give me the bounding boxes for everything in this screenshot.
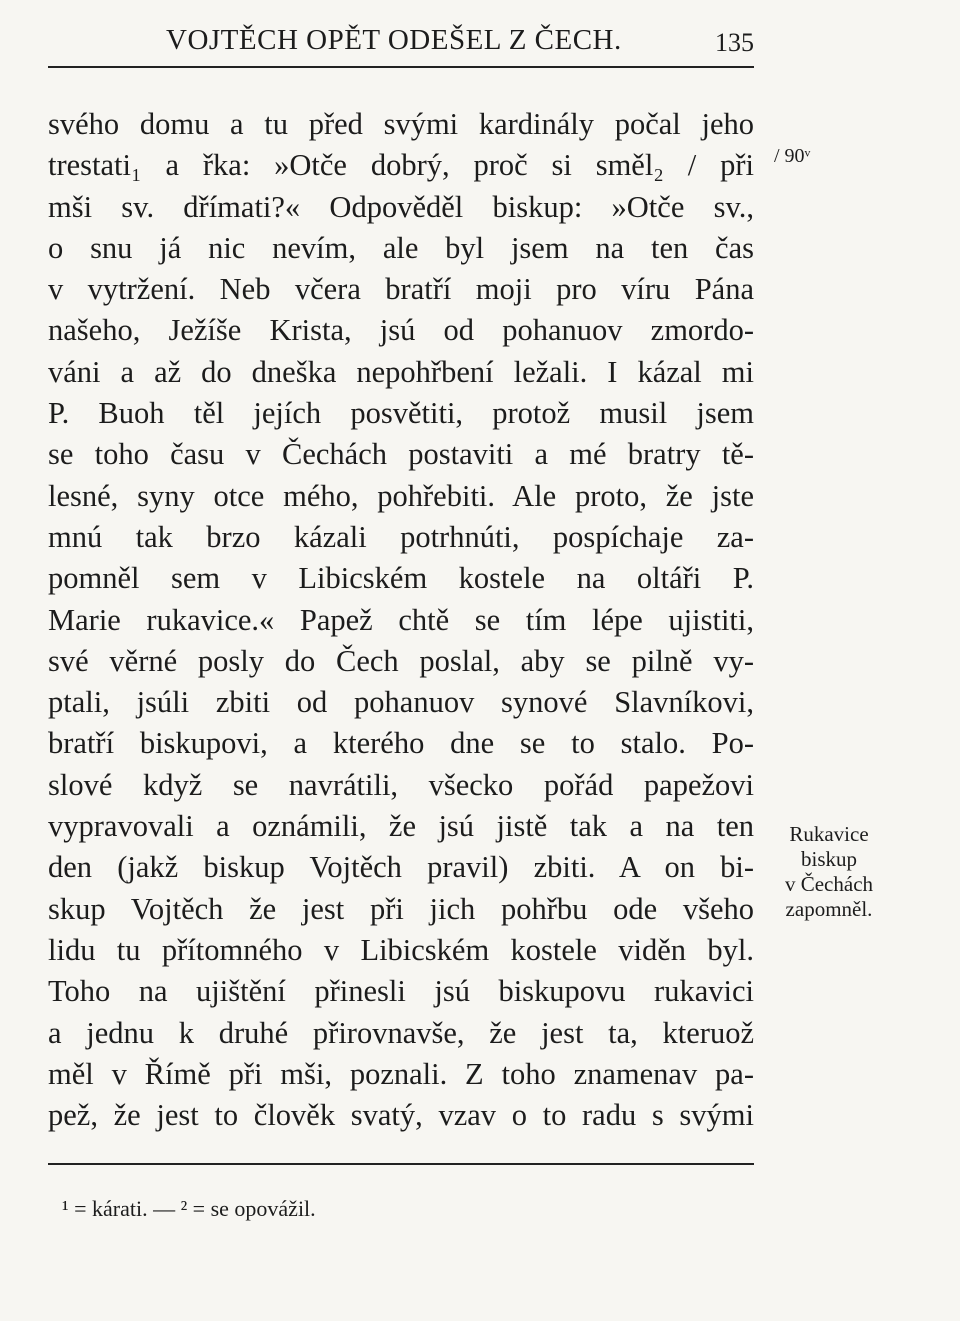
text-line: a jednu k druhé přirovnavše, že jest ta, kteruož — [48, 1015, 754, 1050]
margin-note — [764, 822, 894, 922]
text-line: mši sv. dřímati?« Odpověděl biskup: »Otče sv., — [48, 189, 754, 224]
text-line: své věrné posly do Čech poslal, aby se pilně vy- — [48, 643, 754, 678]
text-line: slové když se navrátili, všecko pořád papežovi — [48, 767, 754, 802]
text-line: pomněl sem v Libicském kostele na oltáři P. — [48, 561, 754, 596]
page-number: 135 — [715, 28, 754, 57]
text-line: svého domu a tu před svými kardinály počal jeho — [48, 107, 754, 141]
text-line: vypravovali a oznámili, že jsú jistě tak a na ten — [48, 809, 754, 844]
text-line: Toho na ujištění přinesli jsú biskupovu rukavici — [48, 974, 754, 1009]
text-line: lesné, syny otce mého, pohřebiti. Ale proto, že jste — [48, 478, 754, 513]
margin-note-line: v Čechách — [784, 872, 874, 896]
header-rule — [48, 66, 754, 68]
text-line: Marie rukavice.« Papež chtě se tím lépe ujistiti, — [48, 602, 754, 637]
text-line: P. Buoh těl jejích posvětiti, protož musil jsem — [48, 396, 754, 431]
footnote-rule — [48, 1163, 754, 1165]
page-header — [48, 18, 754, 66]
text-line: skup Vojtěch že jest při jich pohřbu ode všeho — [48, 891, 754, 926]
running-title: VOJTĚCH OPĚT ODEŠEL Z ČECH. — [166, 24, 622, 56]
text-line: našeho, Ježíše Krista, jsú od pohanuov zmordo- — [48, 313, 754, 348]
text-line: trestati₁ a řka: »Otče dobrý, proč si směl₂ / při — [48, 148, 754, 183]
body-text — [48, 104, 754, 1136]
margin-note-line: biskup — [800, 847, 857, 871]
text-line: lidu tu přítomného v Libicském kostele viděn byl. — [48, 932, 754, 967]
text-line: den (jakž biskup Vojtěch pravil) zbiti. A on bi- — [48, 850, 754, 885]
margin-folio-mark: / 90ᵛ — [774, 145, 811, 167]
text-line: měl v Římě při mši, poznali. Z toho znamenav pa- — [48, 1056, 754, 1091]
margin-note-line: Rukavice — [789, 822, 869, 846]
text-line: pež, že jest to člověk svatý, vzav o to radu s svými — [48, 1098, 754, 1133]
margin-note-line: zapomněl. — [785, 897, 873, 921]
text-line: váni a až do dneška nepohřbení ležali. I kázal mi — [48, 354, 754, 389]
text-line: v vytržení. Neb včera bratří moji pro víru Pána — [48, 272, 754, 307]
text-line: mnú tak brzo kázali potrhnúti, pospíchaje za- — [48, 519, 754, 554]
text-line: ptali, jsúli zbiti od pohanuov synové Slavníkovi, — [48, 685, 754, 720]
text-line: se toho času v Čechách postaviti a mé bratry tě- — [48, 437, 754, 472]
text-line: bratří biskupovi, a kterého dne se to stalo. Po- — [48, 726, 754, 761]
text-line: o snu já nic nevím, ale byl jsem na ten čas — [48, 230, 754, 265]
footnotes: ¹ = kárati. — ² = se opovážil. — [62, 1196, 316, 1221]
